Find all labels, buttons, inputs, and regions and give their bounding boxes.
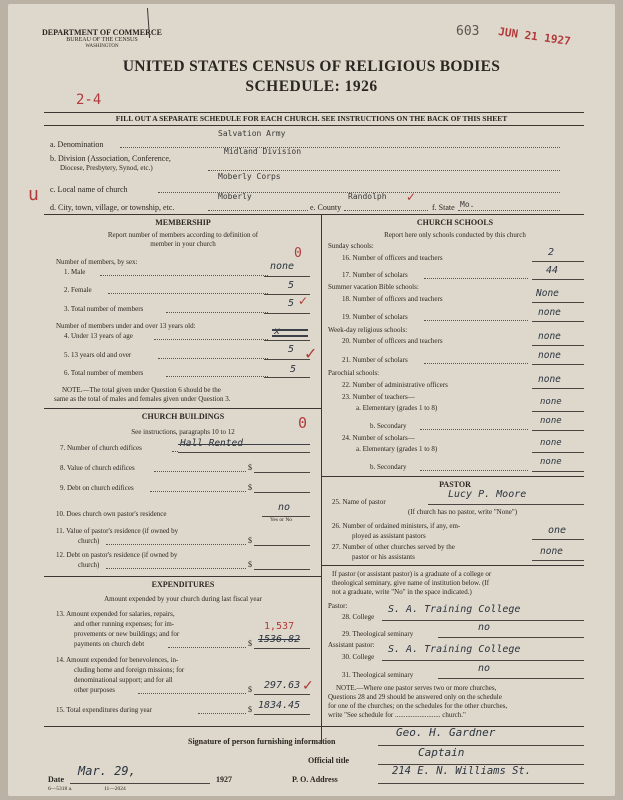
- date-label: Date: [48, 775, 64, 784]
- answer-line: [264, 359, 310, 360]
- q5-label: 5. 13 years old and over: [64, 351, 132, 359]
- answer-line: [254, 694, 310, 695]
- q22-value: none: [538, 374, 561, 385]
- date-value: Mar. 29,: [78, 764, 136, 778]
- q24b-label: b. Secondary: [370, 463, 407, 471]
- answer-line: [382, 620, 584, 621]
- answer-line: [532, 261, 584, 262]
- leader: [420, 470, 528, 471]
- buildings-intro: See instructions, paragraphs 10 to 12: [131, 428, 235, 436]
- leader: [420, 429, 528, 430]
- leader: [424, 320, 528, 321]
- line: [208, 170, 560, 171]
- q29-value: no: [478, 622, 491, 633]
- q2-label: 2. Female: [64, 286, 92, 294]
- answer-line: [264, 313, 310, 314]
- q15-label: 15. Total expenditures during year: [56, 706, 152, 714]
- margin-mark: u: [28, 184, 39, 205]
- graduate-instruction-3: not a graduate, write "No" in the space indicated.): [332, 588, 472, 596]
- rule: [44, 112, 584, 113]
- denomination-label: a. Denomination: [50, 140, 104, 149]
- rule: [44, 214, 584, 215]
- q15-value: 1834.45: [258, 700, 301, 711]
- q11-label-2: church): [78, 537, 100, 545]
- answer-line: [532, 364, 584, 365]
- q14-label-4: other purposes: [74, 686, 116, 694]
- answer-line: [532, 279, 584, 280]
- q13-correction: 1,537: [264, 621, 295, 632]
- answer-line: [254, 492, 310, 493]
- form-subtitle: SCHEDULE: 1926: [245, 78, 378, 95]
- line: [120, 147, 560, 148]
- answer-line: [382, 660, 584, 661]
- answer-line: [264, 276, 310, 277]
- column-divider: [321, 214, 322, 744]
- official-title-label: Official title: [308, 756, 350, 765]
- leader: [106, 544, 246, 545]
- city-label: WASHINGTON: [85, 44, 119, 49]
- answer-line: [438, 678, 584, 679]
- rule: [44, 726, 584, 727]
- check-mark: ✓: [302, 679, 314, 694]
- q22-label: 22. Number of administrative officers: [342, 381, 448, 389]
- answer-line: [532, 539, 584, 540]
- membership-intro: Report number of members according to definition of: [107, 231, 259, 239]
- q2-value: 5: [288, 280, 295, 291]
- answer-line: [532, 302, 584, 303]
- line: [458, 210, 560, 211]
- answer-line: [438, 637, 584, 638]
- q26-value: one: [548, 525, 567, 536]
- department-label: DEPARTMENT OF COMMERCE: [41, 28, 162, 37]
- form-title: UNITED STATES CENSUS OF RELIGIOUS BODIES: [122, 58, 501, 75]
- expenditures-heading: EXPENDITURES: [151, 580, 215, 589]
- dollar-sign: $: [248, 560, 252, 569]
- county-value: Randolph: [348, 192, 387, 201]
- leader: [100, 275, 268, 276]
- dollar-sign: $: [248, 463, 252, 472]
- answer-line: [532, 345, 584, 346]
- q12-label: 12. Debt on pastor's residence (if owned by: [56, 551, 178, 559]
- answer-line: [254, 648, 310, 649]
- q18-label: 18. Number of officers and teachers: [342, 295, 443, 303]
- q26-label: 26. Number of ordained ministers, if any, em-: [332, 522, 461, 530]
- q8-label: 8. Value of church edifices: [60, 464, 135, 472]
- official-title-value: Captain: [418, 746, 465, 759]
- q19-label: 19. Number of scholars: [342, 313, 408, 321]
- q1-correction: 0: [294, 246, 302, 261]
- leader: [168, 647, 246, 648]
- q4-value: x: [274, 326, 281, 337]
- q30-label: 30. College: [342, 653, 375, 661]
- local-name-value: Moberly Corps: [218, 172, 281, 181]
- expenditures-intro: Amount expended by your church during last fiscal year: [104, 595, 262, 603]
- denomination-value: Salvation Army: [218, 129, 286, 138]
- answer-line: [254, 472, 310, 473]
- dollar-sign: $: [248, 685, 252, 694]
- q24-label: 24. Number of scholars—: [342, 434, 415, 442]
- dollar-sign: $: [248, 639, 252, 648]
- by-sex-label: Number of members, by sex:: [56, 258, 138, 266]
- buildings-heading: CHURCH BUILDINGS: [141, 412, 225, 421]
- rule: [44, 408, 321, 409]
- q17-label: 17. Number of scholars: [342, 271, 408, 279]
- q29-label: 29. Theological seminary: [342, 630, 414, 638]
- q10-label: 10. Does church own pastor's residence: [56, 510, 167, 518]
- q13-label-2: and other running expenses; for im-: [74, 620, 175, 628]
- city-label: d. City, town, village, or township, etc.: [50, 203, 175, 212]
- q7-value: Hall Rented: [180, 438, 243, 449]
- q16-value: 2: [548, 247, 555, 258]
- q4-label: 4. Under 13 years of age: [64, 332, 133, 340]
- local-name-label: c. Local name of church: [50, 185, 128, 194]
- q13-label: 13. Amount expended for salaries, repairs,: [56, 610, 175, 618]
- address-line: [378, 783, 584, 784]
- leader: [166, 312, 268, 313]
- q13-value: 1536.82: [258, 634, 301, 645]
- state-label: f. State: [432, 203, 455, 212]
- q30-value: S. A. Training College: [388, 644, 521, 655]
- q10-hint: Yes or No: [270, 517, 293, 523]
- q14-value: 297.63: [264, 680, 301, 691]
- q28-value: S. A. Training College: [388, 604, 521, 615]
- graduate-instruction: If pastor (or assistant pastor) is a graduate of a college or: [332, 570, 492, 578]
- q3-value: 5: [288, 298, 295, 309]
- q21-value: none: [538, 350, 561, 361]
- pastor-note-2: Questions 28 and 29 should be answered only on the schedule: [328, 693, 502, 701]
- leader: [138, 693, 246, 694]
- form-code-2: 11—2024: [104, 786, 126, 792]
- leader: [106, 568, 246, 569]
- q25-label: 25. Name of pastor: [332, 498, 386, 506]
- dollar-sign: $: [248, 705, 252, 714]
- q23b-label: b. Secondary: [370, 422, 407, 430]
- leader: [424, 278, 528, 279]
- q24a-label: a. Elementary (grades 1 to 8): [356, 445, 438, 453]
- census-schedule-sheet: [8, 4, 615, 796]
- schools-heading: CHURCH SCHOOLS: [416, 218, 494, 227]
- q12-label-2: church): [78, 561, 100, 569]
- answer-line: [532, 411, 584, 412]
- strike-mark: [178, 444, 310, 445]
- q31-label: 31. Theological seminary: [342, 671, 414, 679]
- dollar-sign: $: [248, 483, 252, 492]
- q18-value: None: [536, 288, 559, 299]
- rule: [321, 476, 584, 477]
- answer-line: [532, 452, 584, 453]
- q13-label-3: provements or new buildings; and for: [74, 630, 180, 638]
- line: [344, 210, 428, 211]
- check-mark: ✓: [298, 294, 309, 308]
- q11-label: 11. Value of pastor's residence (if owned by: [56, 527, 179, 535]
- leader: [158, 358, 268, 359]
- q7-label: 7. Number of church edifices: [60, 444, 142, 452]
- date-line: [70, 783, 210, 784]
- form-number: 603: [456, 24, 480, 39]
- q9-label: 9. Debt on church edifices: [60, 484, 134, 492]
- schedule-instruction: FILL OUT A SEPARATE SCHEDULE FOR EACH CHURCH. SEE INSTRUCTIONS ON THE BACK OF THIS SHEET: [115, 114, 508, 123]
- q17-value: 44: [546, 265, 559, 276]
- pastor-note-3: for one of the churches; on the schedules for the other churches,: [328, 702, 508, 710]
- pastor-sub-label: Pastor:: [328, 602, 348, 610]
- signature-label: Signature of person furnishing information: [188, 737, 336, 746]
- line: [208, 210, 308, 211]
- answer-line: [264, 340, 310, 341]
- leader: [166, 376, 268, 377]
- membership-intro-2: member in your church: [150, 240, 216, 248]
- leader: [108, 293, 268, 294]
- q24b-value: none: [540, 457, 562, 467]
- q5-value: 5: [288, 344, 295, 355]
- dollar-sign: $: [248, 536, 252, 545]
- q14-label-3: denominational support; and for all: [74, 676, 173, 684]
- q19-value: none: [538, 307, 561, 318]
- answer-line: [428, 504, 584, 505]
- check-mark: ✓: [304, 346, 318, 363]
- q14-label-2: cluding home and foreign missions; for: [74, 666, 185, 674]
- graduate-instruction-2: theological seminary, give name of institution below. (If: [332, 579, 490, 587]
- q24a-value: none: [540, 438, 562, 448]
- q25-hint: (If church has no pastor, write "None"): [408, 508, 518, 516]
- assistant-sub-label: Assistant pastor:: [328, 641, 375, 649]
- leader: [424, 363, 528, 364]
- division-label: b. Division (Association, Conference,: [50, 154, 171, 163]
- q23b-value: none: [540, 416, 562, 426]
- answer-line: [254, 714, 310, 715]
- rule: [321, 565, 584, 566]
- leader: [154, 339, 268, 340]
- schools-intro: Report here only schools conducted by this church: [384, 231, 526, 239]
- q27-label: 27. Number of other churches served by the: [332, 543, 455, 551]
- signature-line: [378, 745, 584, 746]
- summer-label: Summer vacation Bible schools:: [328, 283, 419, 291]
- pastor-heading: PASTOR: [439, 480, 471, 489]
- q14-label: 14. Amount expended for benevolences, in-: [56, 656, 179, 664]
- q26-label-2: ployed as assistant pastors: [352, 532, 426, 540]
- q23-label: 23. Number of teachers—: [342, 393, 415, 401]
- rule: [44, 576, 321, 577]
- q1-label: 1. Male: [64, 268, 86, 276]
- q6-value: 5: [290, 364, 297, 375]
- q3-label: 3. Total number of members: [64, 305, 144, 313]
- strike-mark: [272, 329, 308, 337]
- answer-line: [532, 321, 584, 322]
- answer-line: [254, 545, 310, 546]
- answer-line: [254, 569, 310, 570]
- leader: [150, 491, 246, 492]
- q25-value: Lucy P. Moore: [448, 489, 527, 500]
- q20-label: 20. Number of officers and teachers: [342, 337, 443, 345]
- received-stamp: JUN 21 1927: [497, 24, 572, 49]
- membership-note-2: same as the total of males and females given under Question 3.: [54, 395, 231, 403]
- parochial-label: Parochial schools:: [328, 369, 380, 377]
- pastor-note-4: write "See schedule for .......................... church.": [328, 711, 466, 719]
- under-over-label: Number of members under and over 13 years old:: [56, 322, 196, 330]
- q23a-label: a. Elementary (grades 1 to 8): [356, 404, 438, 412]
- form-code: 6—5318 a.: [48, 786, 73, 792]
- answer-line: [532, 430, 584, 431]
- answer-line: [532, 388, 584, 389]
- membership-heading: MEMBERSHIP: [155, 218, 211, 227]
- q6-label: 6. Total number of members: [64, 369, 144, 377]
- check-mark: ✓: [406, 190, 417, 204]
- signature-value: Geo. H. Gardner: [396, 726, 496, 739]
- weekday-label: Week-day religious schools:: [328, 326, 408, 334]
- leader: [198, 713, 246, 714]
- q31-value: no: [478, 663, 491, 674]
- rule: [44, 125, 584, 126]
- q7-correction: 0: [298, 414, 308, 432]
- division-value: Midland Division: [224, 147, 302, 156]
- city-value: Moberly: [218, 192, 252, 201]
- q13-label-4: payments on church debt: [74, 640, 145, 648]
- po-address-label: P. O. Address: [292, 775, 338, 784]
- leader: [154, 471, 246, 472]
- division-label-2: Diocese, Presbytery, Synod, etc.): [60, 164, 153, 172]
- pastor-note: NOTE.—Where one pastor serves two or more churches,: [336, 684, 497, 692]
- q27-value: none: [540, 546, 563, 557]
- answer-line: [532, 560, 584, 561]
- bureau-label: BUREAU OF THE CENSUS: [66, 37, 138, 43]
- po-address-value: 214 E. N. Williams St.: [392, 765, 532, 777]
- q28-label: 28. College: [342, 613, 375, 621]
- answer-line: [264, 377, 310, 378]
- q16-label: 16. Number of officers and teachers: [342, 254, 443, 262]
- q23a-value: none: [540, 397, 562, 407]
- county-label: e. County: [310, 203, 342, 212]
- handwritten-annotation: 2-4: [76, 92, 102, 108]
- q27-label-2: pastor or his assistants: [352, 553, 415, 561]
- q21-label: 21. Number of scholars: [342, 356, 408, 364]
- membership-note: NOTE.—The total given under Question 6 should be the: [62, 386, 221, 394]
- q10-value: no: [278, 502, 291, 513]
- date-year: 1927: [216, 775, 232, 784]
- sunday-label: Sunday schools:: [328, 242, 374, 250]
- q1-value: none: [270, 261, 295, 272]
- state-value: Mo.: [460, 200, 475, 209]
- answer-line: [532, 471, 584, 472]
- q20-value: none: [538, 331, 561, 342]
- answer-line: [178, 452, 310, 453]
